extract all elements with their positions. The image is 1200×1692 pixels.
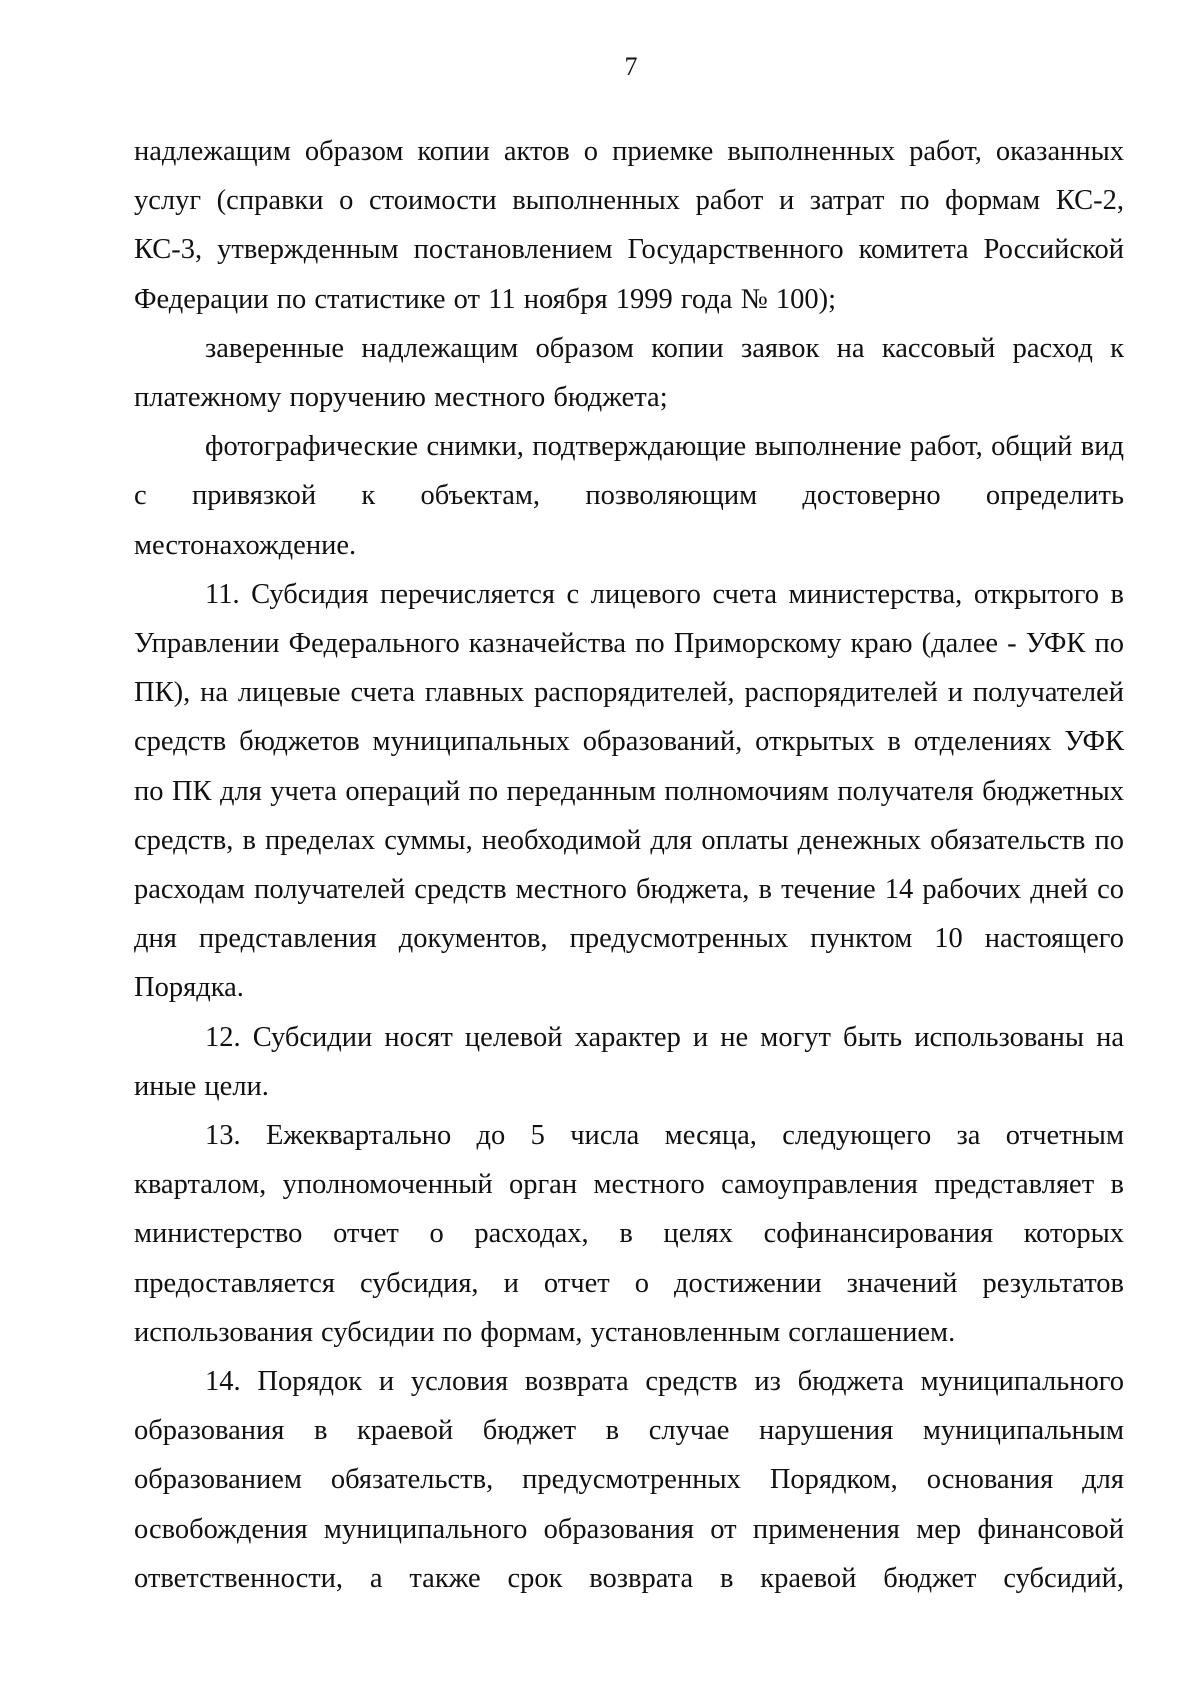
paragraph-item-13: 13. Ежеквартально до 5 числа месяца, следующего за отчетным кварталом, уполномоченный орган местного самоуправления представляет в министерство отчет о расходах, в целях софинансирования которых предоставляется субсидия, и отчет о достижении значений результатов использования субсидии по формам, установленным соглашением. <box>134 1120 1124 1348</box>
paragraph-item-14: 14. Порядок и условия возврата средств из бюджета муниципального образования в краевой бюджет в случае нарушения муниципальным образованием обязательств, предусмотренных Порядком, основания для освобождения муниципального образования от применения мер финансовой ответственности, а также срок возврата в краевой бюджет субсидий, <box>134 1366 1124 1594</box>
document-body <box>134 127 1124 1603</box>
page-number: 7 <box>624 52 638 81</box>
paragraph-cash-requests: заверенные надлежащим образом копии заявок на кассовый расход к платежному поручению местного бюджета; <box>134 332 1124 414</box>
paragraph-acts-copies: надлежащим образом копии актов о приемке выполненных работ, оказанных услуг (справки о стоимости выполненных работ и затрат по формам КС-2, КС-3, утвержденным постановлением Государственного комитета Российской Федерации по статистике от 11 ноября 1999 года № 100); <box>134 136 1124 315</box>
paragraph-photographs: фотографические снимки, подтверждающие выполнение работ, общий вид с привязкой к объектам, позволяющим достоверно определить местонахождение. <box>134 431 1124 561</box>
paragraph-item-12: 12. Субсидии носят целевой характер и не могут быть использованы на иные цели. <box>134 1021 1124 1102</box>
paragraph-item-11: 11. Субсидия перечисляется с лицевого счета министерства, открытого в Управлении Федерального казначейства по Приморскому краю (далее - УФК по ПК), на лицевые счета главных распорядителей, распорядителей и получателей средств бюджетов муниципальных образований, открытых в отделениях УФК по ПК для учета операций по переданным полномочиям получателя бюджетных средств, в пределах суммы, необходимой для оплаты денежных обязательств по расходам получателей средств местного бюджета, в течение 14 рабочих дней со дня представления документов, предусмотренных пунктом 10 настоящего Порядка. <box>134 578 1124 1004</box>
